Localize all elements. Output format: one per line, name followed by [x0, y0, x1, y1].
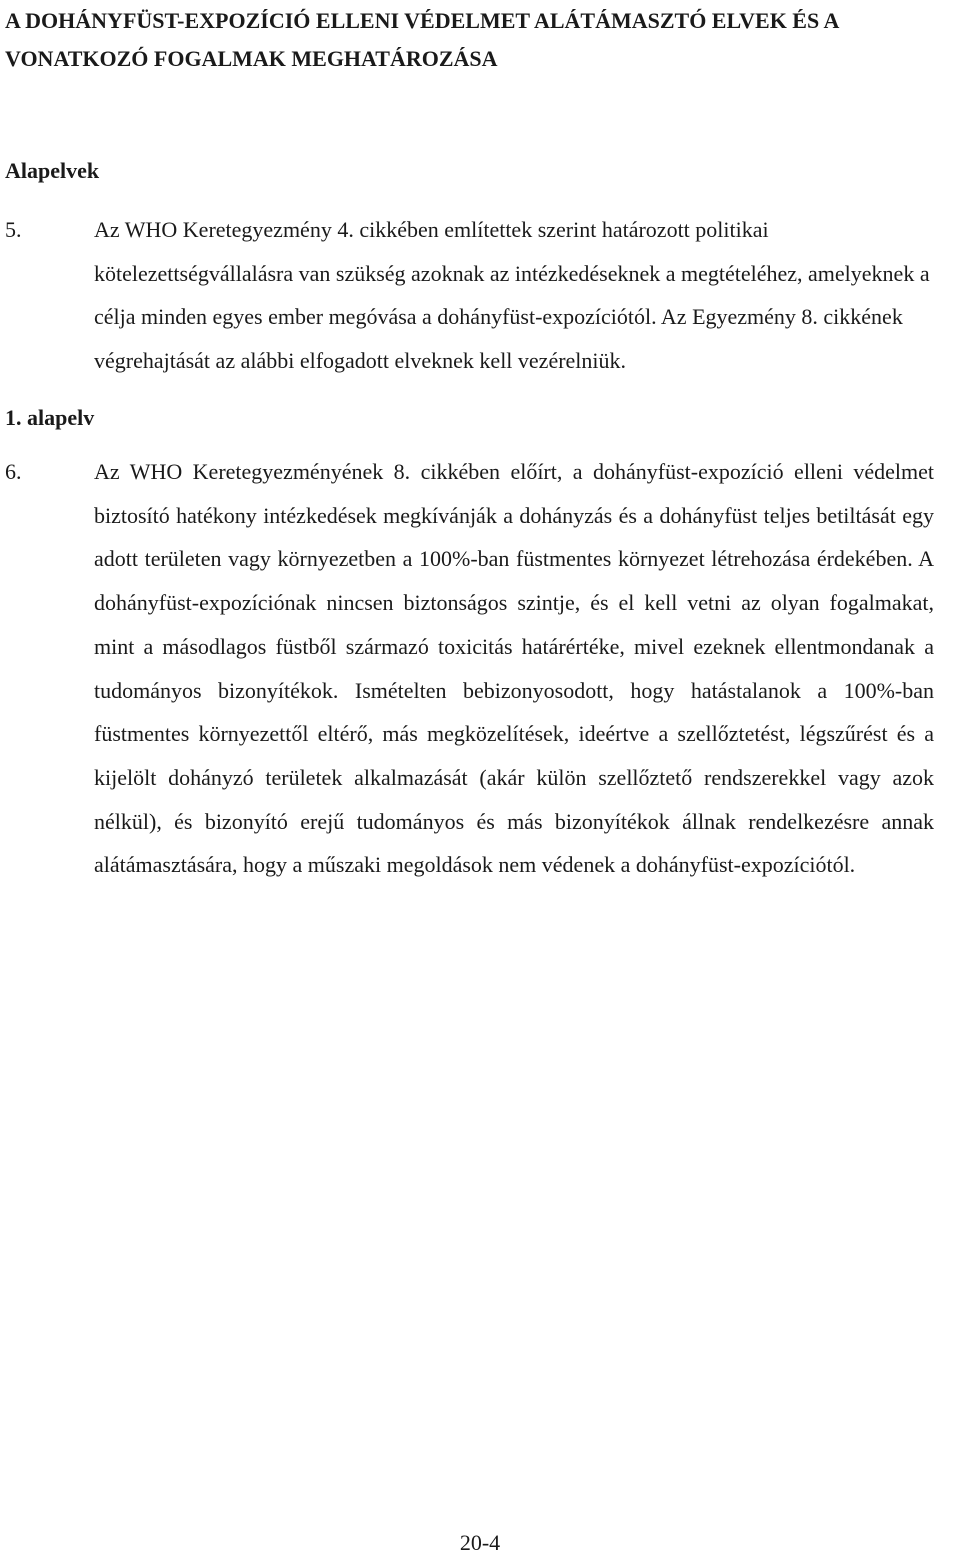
paragraph-text: Az WHO Keretegyezményének 8. cikkében előírt, a dohányfüst-expozíció elleni védelmet biztosító hatékony intézkedések megkívánják a dohányzás és a dohányfüst teljes betiltását egy adott területen vagy környezetben a 100%-ban füstmentes környezet létrehozása érdekében. A dohányfüst-expozíciónak nincsen biztonságos szintje, és el kell vetni az olyan fogalmakat, mint a másodlagos füstből származó toxicitás határértéke, mivel ezeknek ellentmondanak a tudományos bizonyítékok. Ismételten bebizonyosodott, hogy hatástalanok a 100%-ban füstmentes környezettől eltérő, más megközelítések, ideértve a szellőztetést, légszűrést és a kijelölt dohányzó területek alkalmazását (akár külön szellőztető rendszerekkel vagy azok nélkül), és bizonyító erejű tudományos és más bizonyítékok állnak rendelkezésre annak alátámasztására, hogy a műszaki megoldások nem védenek a dohányfüst-expozíciótól.	[94, 459, 934, 878]
paragraph-6	[5, 450, 934, 887]
section-heading: Alapelvek	[5, 158, 100, 183]
page-title: A DOHÁNYFÜST-EXPOZÍCIÓ ELLENI VÉDELMET ALÁTÁMASZTÓ ELVEK ÉS A VONATKOZÓ FOGALMAK MEGHATÁROZÁSA	[5, 8, 839, 71]
paragraph-number: 5.	[5, 217, 22, 242]
paragraph-5	[5, 208, 934, 383]
principle-heading: 1. alapelv	[5, 405, 95, 430]
paragraph-text: Az WHO Keretegyezmény 4. cikkében említettek szerint határozott politikai kötelezettségvállalásra van szükség azoknak az intézkedéseknek a megtételéhez, amelyeknek a célja minden egyes ember megóvása a dohányfüst-expozíciótól. Az Egyezmény 8. cikkének végrehajtását az alábbi elfogadott elveknek kell vezérelniük.	[94, 217, 930, 374]
page-number: 20-4	[459, 1530, 501, 1555]
paragraph-number: 6.	[5, 459, 22, 484]
